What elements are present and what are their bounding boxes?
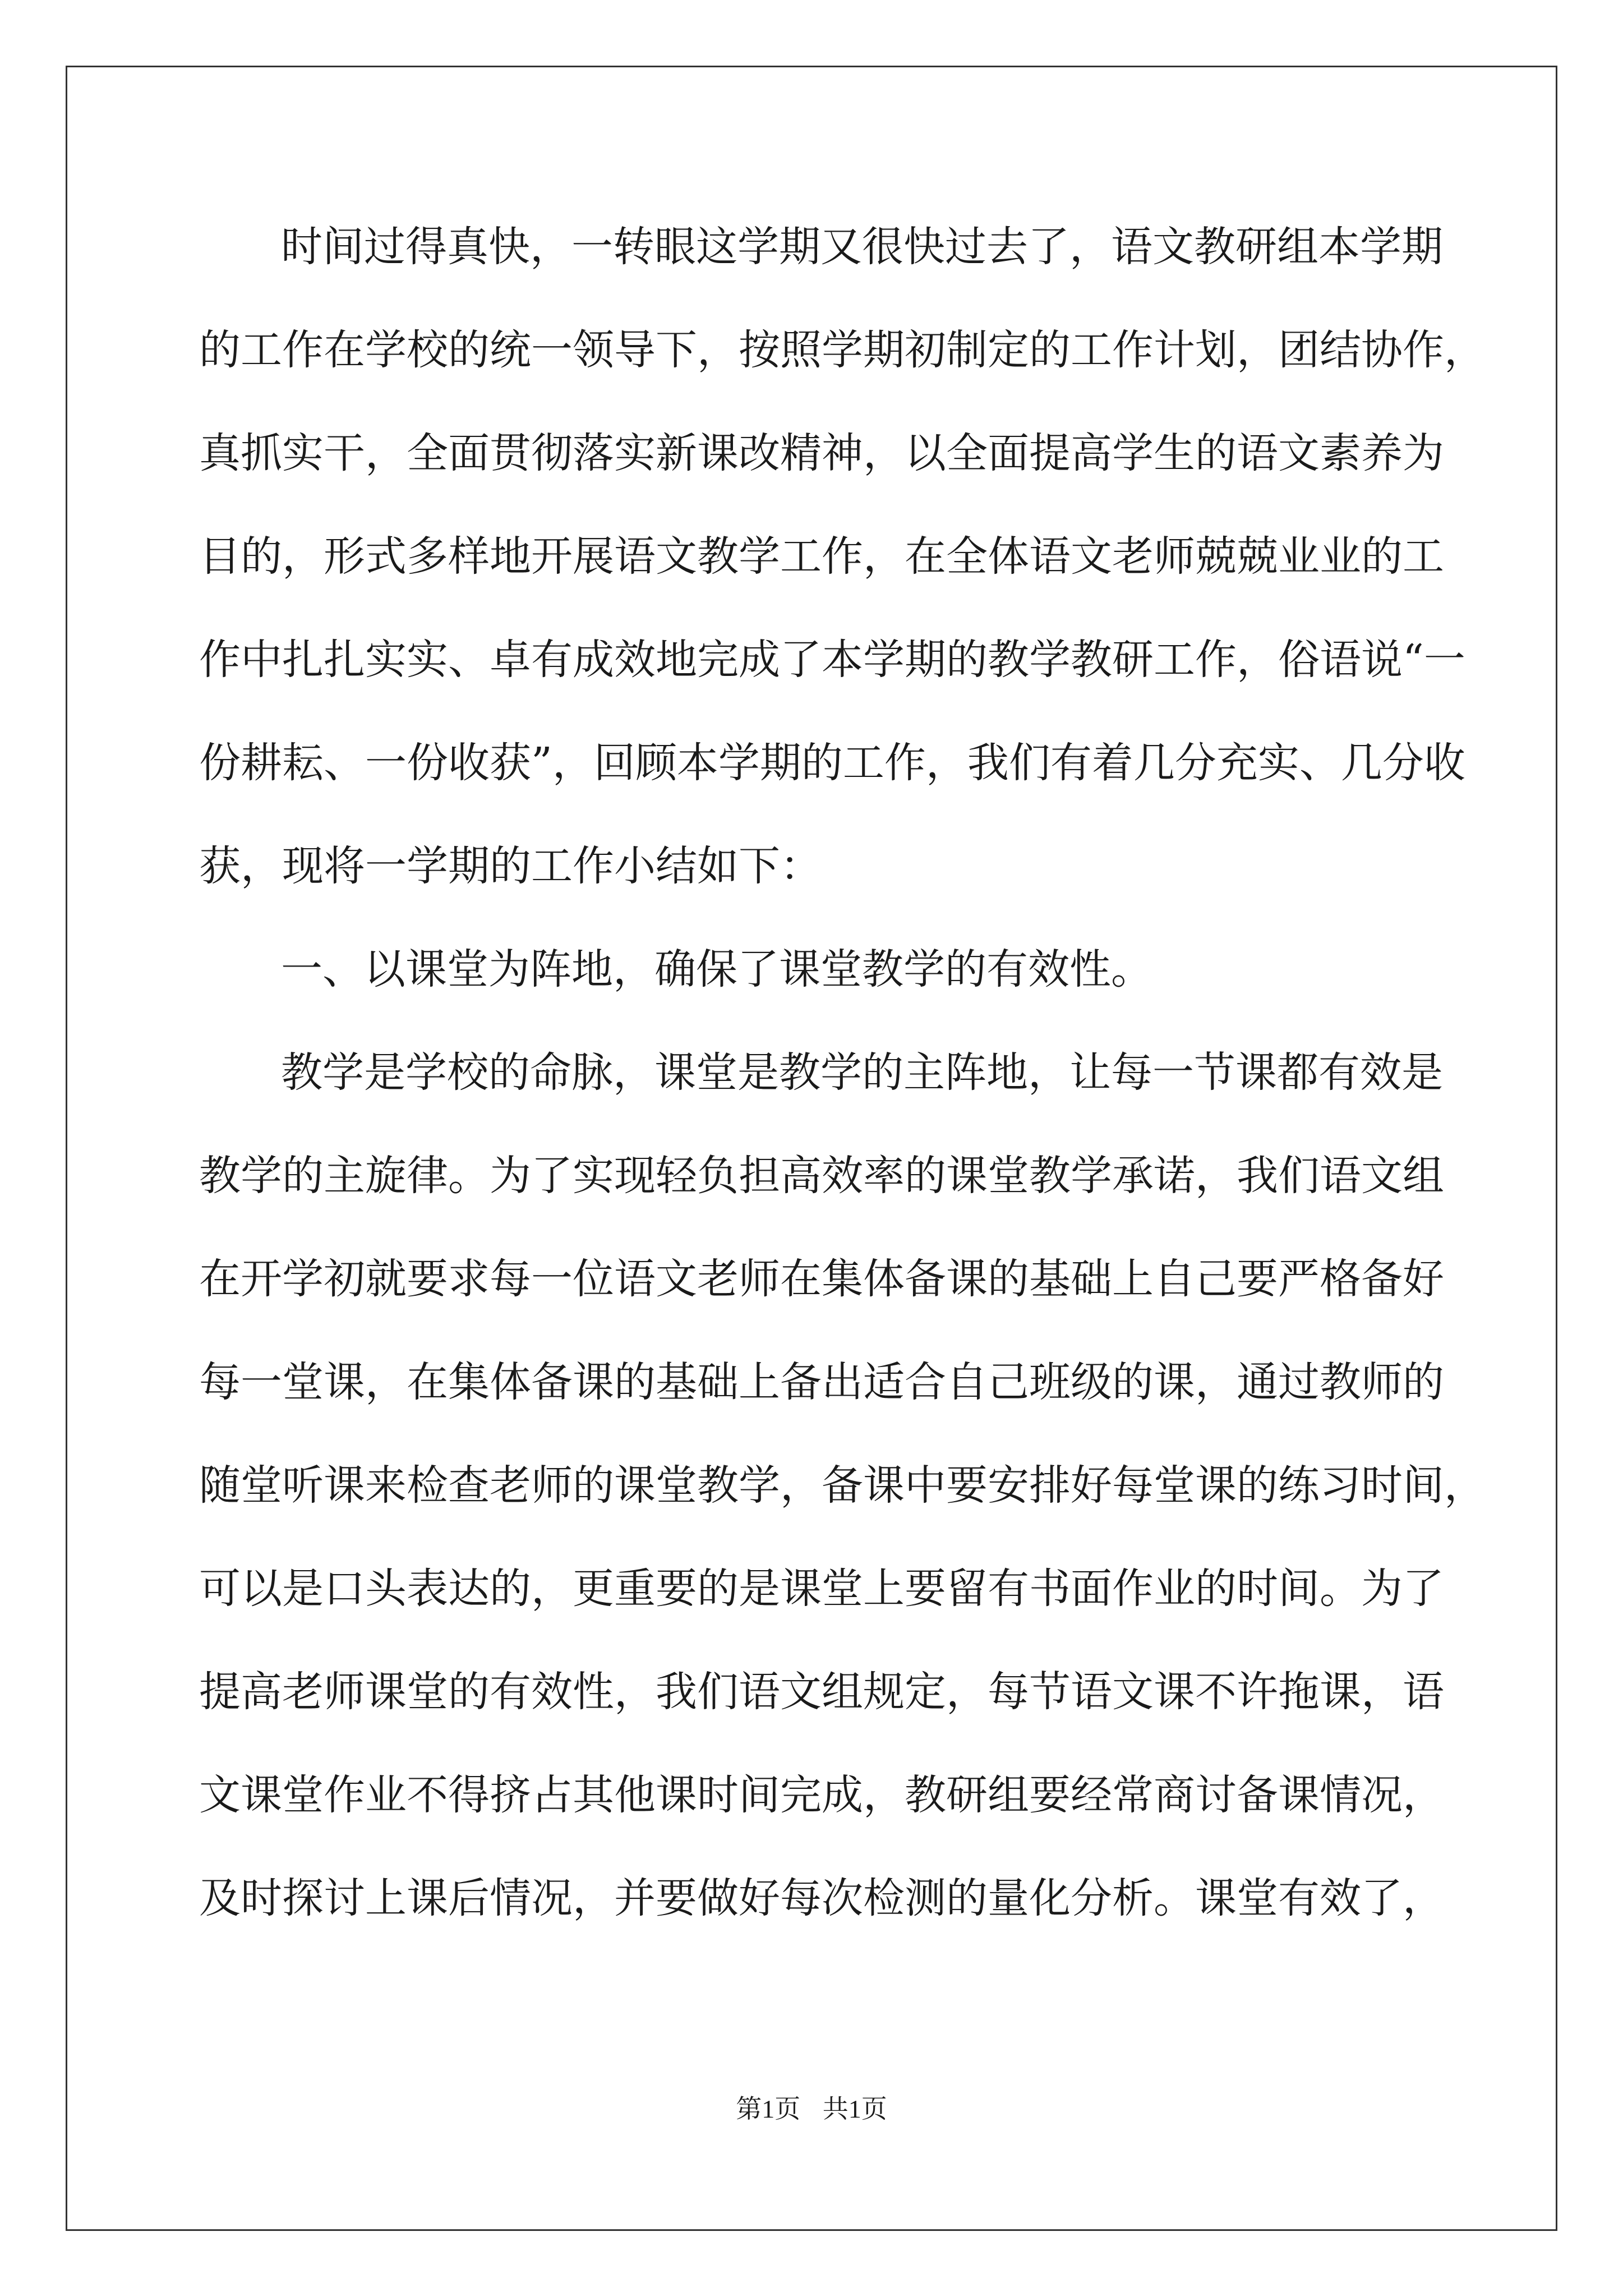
text-line: 文课堂作业不得挤占其他课时间完成，教研组要经常商讨备课情况，	[199, 1771, 1444, 1819]
text-line: 每一堂课，在集体备课的基础上备出适合自己班级的课，通过教师的	[199, 1358, 1444, 1406]
text-line: 份耕耘、一份收获”，回顾本学期的工作，我们有着几分充实、几分收	[199, 739, 1465, 787]
text-line: 目的，形式多样地开展语文教学工作，在全体语文老师兢兢业业的工	[199, 532, 1444, 581]
text-line: 真抓实干，全面贯彻落实新课改精神，以全面提高学生的语文素养为	[199, 429, 1444, 477]
text-line: 教学的主旋律。为了实现轻负担高效率的课堂教学承诺，我们语文组	[199, 1152, 1444, 1200]
text-line: 在开学初就要求每一位语文老师在集体备课的基础上自己要严格备好	[199, 1255, 1444, 1303]
text-line: 及时探讨上课后情况，并要做好每次检测的量化分析。课堂有效了，	[199, 1874, 1444, 1922]
page-total: 共1页	[822, 2095, 887, 2123]
text-line: 随堂听课来检查老师的课堂教学，备课中要安排好每堂课的练习时间，	[199, 1461, 1486, 1510]
text-line: 教学是学校的命脉，课堂是教学的主阵地，让每一节课都有效是	[281, 1048, 1443, 1097]
text-line: 获，现将一学期的工作小结如下：	[199, 842, 822, 890]
text-line: 提高老师课堂的有效性，我们语文组规定，每节语文课不许拖课，语	[199, 1668, 1444, 1716]
section-heading: 一、以课堂为阵地，确保了课堂教学的有效性。	[281, 945, 1152, 993]
page-footer	[0, 2093, 1623, 2125]
text-line: 的工作在学校的统一领导下，按照学期初制定的工作计划，团结协作，	[199, 326, 1486, 374]
text-line: 时间过得真快，一转眼这学期又很快过去了，语文教研组本学期	[281, 223, 1443, 271]
page-number: 第1页	[736, 2095, 801, 2123]
text-line: 作中扎扎实实、卓有成效地完成了本学期的教学教研工作，俗语说“一	[199, 636, 1465, 684]
text-line: 可以是口头表达的，更重要的是课堂上要留有书面作业的时间。为了	[199, 1565, 1444, 1613]
